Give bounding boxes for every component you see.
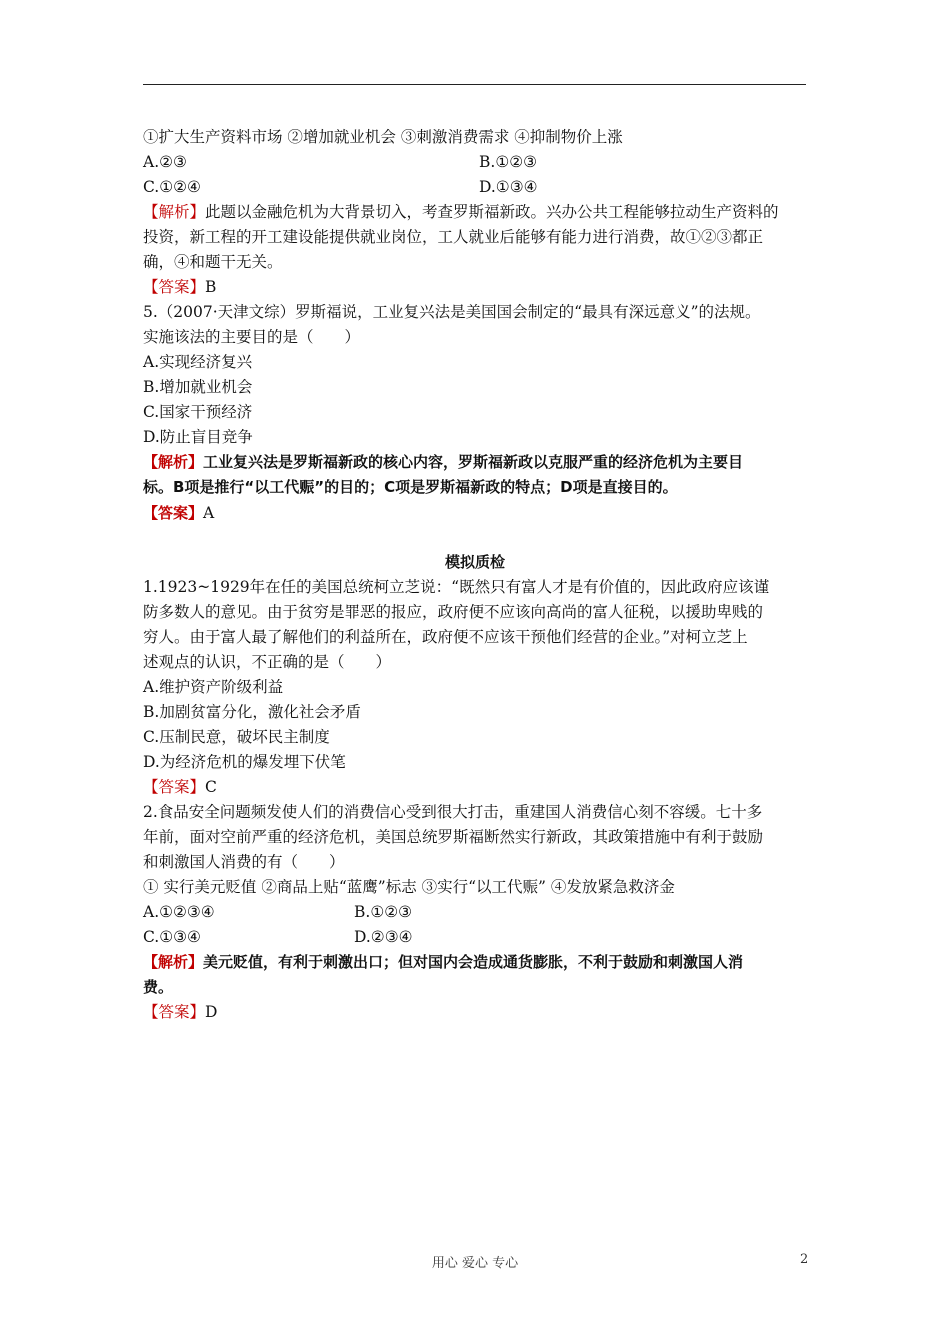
q4-choice-c: C.①②④ (143, 178, 201, 196)
m2-choice-row (143, 902, 743, 922)
q4-options-line: ①扩大生产资料市场 ②增加就业机会 ③刺激消费需求 ④抑制物价上涨 (143, 128, 623, 146)
m2-options-line: ① 实行美元贬值 ②商品上贴“蓝鹰”标志 ③实行“以工代赈” ④发放紧急救济金 (143, 878, 675, 896)
q5-option-b: B.增加就业机会 (143, 378, 253, 396)
section-title: 模拟质检 (444, 553, 505, 571)
m1-stem-line: 穷人。由于富人最了解他们的利益所在，政府便不应该干预他们经营的企业。”对柯立芝上 (143, 628, 748, 646)
m1-option-d: D.为经济危机的爆发埋下伏笔 (143, 753, 346, 771)
header-rule (143, 84, 806, 85)
m2-choice-b: B.①②③ (354, 903, 413, 921)
q4-choice-row (143, 177, 743, 197)
m1-answer: 【答案】C (143, 778, 217, 796)
m2-analysis-line: 费。 (143, 978, 174, 996)
answer-tag: 【答案】 (143, 1003, 206, 1021)
answer-tag: 【答案】 (143, 504, 204, 522)
q4-choice-d: D.①③④ (479, 178, 538, 196)
analysis-tag: 【解析】 (143, 953, 204, 971)
m2-choice-d: D.②③④ (354, 928, 413, 946)
q5-stem-line: 实施该法的主要目的是（ ） (143, 328, 361, 346)
m2-stem-line: 年前，面对空前严重的经济危机，美国总统罗斯福断然实行新政，其政策措施中有利于鼓励 (143, 828, 764, 846)
q5-analysis-line: 【解析】工业复兴法是罗斯福新政的核心内容，罗斯福新政以克服严重的经济危机为主要目 (143, 453, 744, 471)
q5-stem-line: 5.（2007·天津文综）罗斯福说，工业复兴法是美国国会制定的“最具有深远意义”的法规。 (143, 303, 761, 321)
q5-option-c: C.国家干预经济 (143, 403, 253, 421)
m2-answer: 【答案】D (143, 1003, 218, 1021)
answer-tag: 【答案】 (143, 278, 206, 296)
answer-tag: 【答案】 (143, 778, 206, 796)
q5-option-a: A.实现经济复兴 (143, 353, 253, 371)
q5-answer: 【答案】A (143, 504, 215, 522)
m2-stem-line: 和刺激国人消费的有（ ） (143, 853, 345, 871)
q4-analysis-line: 投资，新工程的开工建设能提供就业岗位，工人就业后能够有能力进行消费，故①②③都正 (143, 228, 764, 246)
m2-stem-line: 2.食品安全问题频发使人们的消费信心受到很大打击，重建国人消费信心刻不容缓。七十多 (143, 803, 763, 821)
q4-analysis-line: 【解析】此题以金融危机为大背景切入，考查罗斯福新政。兴办公共工程能够拉动生产资料的 (143, 203, 779, 221)
analysis-tag: 【解析】 (143, 453, 204, 471)
m1-option-c: C.压制民意，破坏民主制度 (143, 728, 330, 746)
page-number: 2 (800, 1252, 809, 1267)
q4-answer: 【答案】B (143, 278, 217, 296)
q4-choice-b: B.①②③ (479, 153, 538, 171)
m1-stem-line: 防多数人的意见。由于贫穷是罪恶的报应，政府便不应该向高尚的富人征税，以援助卑贱的 (143, 603, 764, 621)
analysis-tag: 【解析】 (143, 203, 206, 221)
m2-analysis-line: 【解析】美元贬值，有利于刺激出口；但对国内会造成通货膨胀，不利于鼓励和刺激国人消 (143, 953, 744, 971)
q4-choice-row (143, 152, 743, 172)
q4-choice-a: A.②③ (143, 153, 187, 171)
q5-analysis-line: 标。B项是推行“以工代赈”的目的；C项是罗斯福新政的特点；D项是直接目的。 (143, 478, 678, 496)
q5-option-d: D.防止盲目竞争 (143, 428, 253, 446)
m1-stem-line: 述观点的认识，不正确的是（ ） (143, 653, 392, 671)
m2-choice-row (143, 927, 743, 947)
m1-option-a: A.维护资产阶级利益 (143, 678, 284, 696)
q4-analysis-line: 确，④和题干无关。 (143, 253, 283, 271)
m2-choice-c: C.①③④ (143, 928, 201, 946)
m1-option-b: B.加剧贫富分化，激化社会矛盾 (143, 703, 361, 721)
m1-stem-line: 1.1923~1929年在任的美国总统柯立芝说：“既然只有富人才是有价值的，因此政府应该谨 (143, 578, 770, 596)
footer-text: 用心 爱心 专心 (431, 1256, 519, 1271)
m2-choice-a: A.①②③④ (143, 903, 215, 921)
